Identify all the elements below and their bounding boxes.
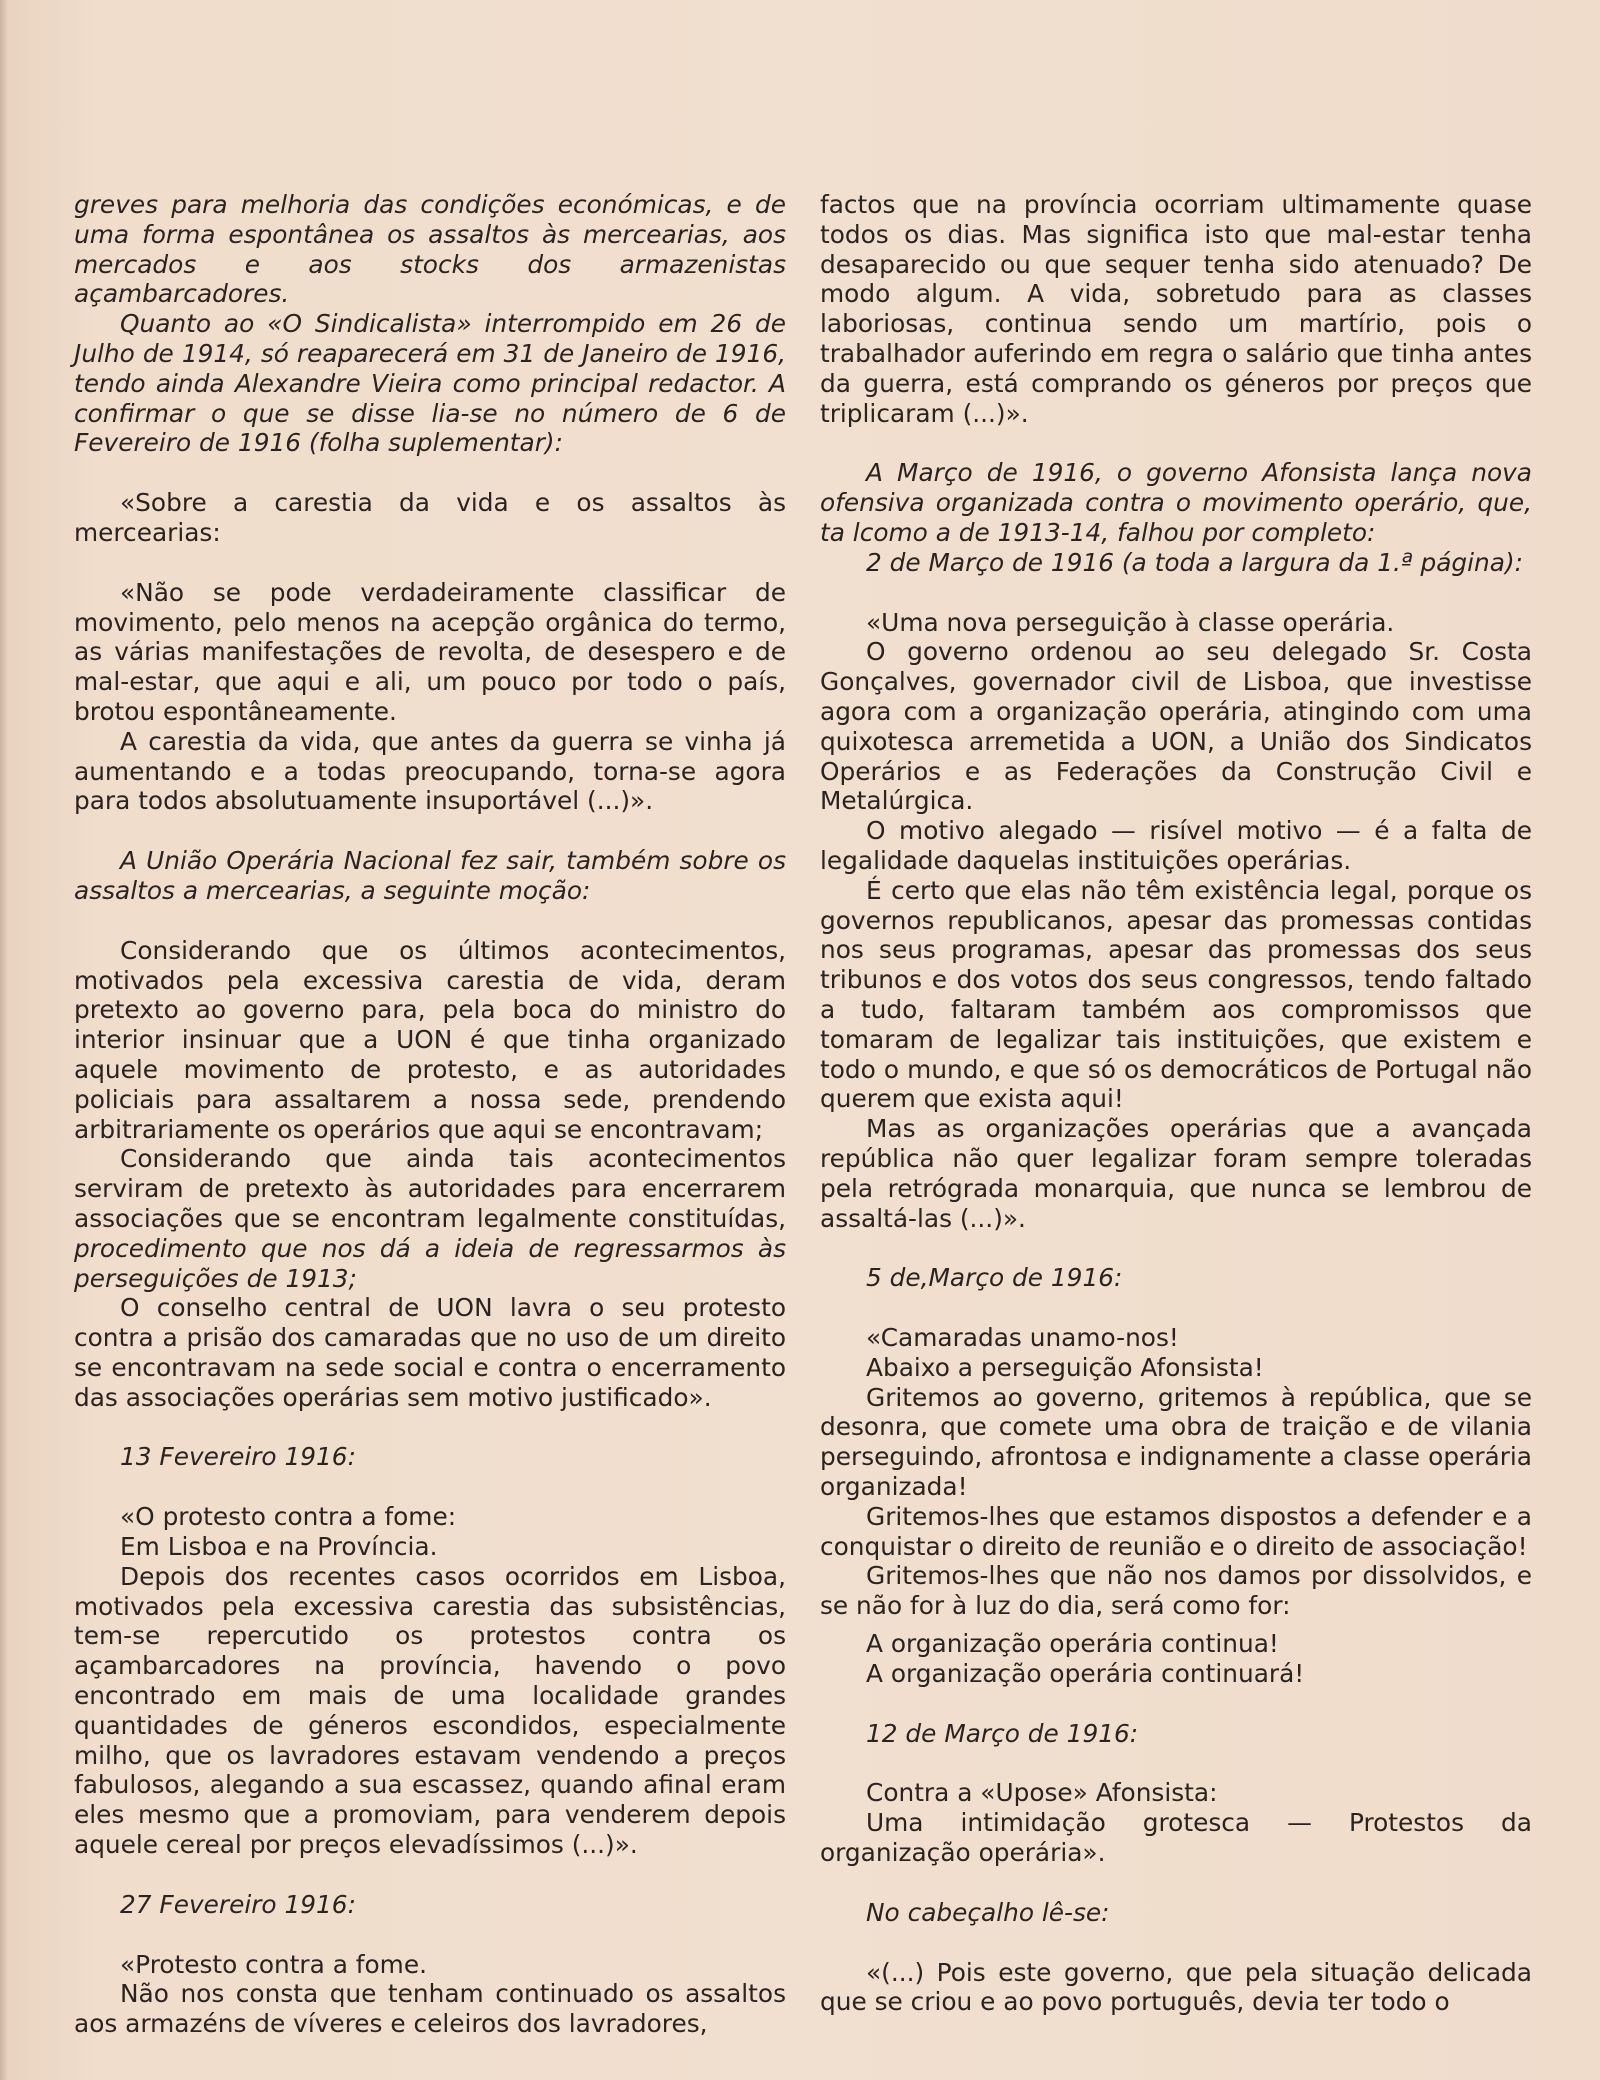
date-5-marco: 5 de,Março de 1916: — [866, 1263, 1123, 1293]
camaradas-p2: Gritemos-lhes que estamos dispostos a defender e a conquistar o direito de reunião e o direito de associação! — [820, 1501, 1532, 1561]
fome2-paragraph: Não nos consta que tenham continuado os assaltos aos armazéns de víveres e celeiros dos lavradores, — [74, 1979, 786, 2039]
paragraph-uniao: A União Operária Nacional fez sair, também sobre os assaltos a mercearias, a seguinte moção: — [74, 846, 786, 905]
mocao-p2-italic: procedimento que nos dá a ideia de regressarmos às perseguições de 1913; — [74, 1233, 786, 1293]
quote-carestia-p1: «Não se pode verdadeiramente classificar de movimento, pelo menos na acepção orgânica do termo, as várias manifestações de revolta, de desespero e de mal-estar, que aqui e ali, um pouco por todo o país, brotou espontâneamente. — [74, 577, 786, 726]
quote-carestia-heading: «Sobre a carestia da vida e os assaltos às mercearias: — [74, 488, 786, 547]
upose-line-1: Contra a «Upose» Afonsista: — [866, 1778, 1218, 1808]
perseguicao-p1: O governo ordenou ao seu delegado Sr. Costa Gonçalves, governador civil de Lisboa, que investisse agora com a organização operária, atingindo com uma quixotesca arremetida a UON, a União dos Sindicatos Operários e as Federações da Construção Civil e Metalúrgica. — [820, 637, 1532, 816]
perseguicao-heading: «Uma nova perseguição à classe operária. — [866, 607, 1395, 637]
date-2-marco: 2 de Março de 1916 (a toda a largura da 1.ª página): — [866, 547, 1523, 577]
mocao-p2-text: Considerando que ainda tais acontecimentos serviram de pretexto às autoridades para encerrarem associações que se encontram legalmente constituídas, — [74, 1144, 786, 1233]
perseguicao-p4: Mas as organizações operárias que a avançada república não quer legalizar foram sempre toleradas pela retrógrada monarquia, que nunca se lembrou de assaltá-las (...)». — [820, 1114, 1532, 1233]
mocao-p3: O conselho central de UON lavra o seu protesto contra a prisão dos camaradas que no uso de um direito se encontravam na sede social e contra o encerramento das associações operárias sem motivo justificado». — [74, 1293, 786, 1412]
camaradas-line-1: «Camaradas unamo-nos! — [866, 1323, 1179, 1353]
final-paragraph: «(...) Pois este governo, que pela situação delicada que se criou e ao povo português, devia ter todo o — [820, 1957, 1532, 2017]
camaradas-line-3: A organização operária continua! — [866, 1629, 1279, 1659]
cabecalho-note: No cabeçalho lê-se: — [866, 1897, 1110, 1927]
fome-line-1: «O protesto contra a fome: — [120, 1502, 457, 1532]
date-12-marco: 12 de Março de 1916: — [866, 1718, 1139, 1748]
upose-paragraph: Uma intimidação grotesca — Protestos da organização operária». — [820, 1808, 1532, 1868]
fome-paragraph: Depois dos recentes casos ocorridos em Lisboa, motivados pela excessiva carestia das subsistências, tem-se repercutido os protestos contra os açambarcadores na província, havendo o povo encontrado em mais de uma localidade grandes quantidades de géneros escondidos, especialmente milho, que os lavradores estavam vendendo a preços fabulosos, alegando a sua escassez, quando afinal eram eles mesmo que a promoviam, para venderem depois aquele cereal por preços elevadíssimos (...)». — [74, 1561, 786, 1860]
binding-edge — [0, 0, 8, 2080]
perseguicao-p3: É certo que elas não têm existência legal, porque os governos republicanos, apesar das promessas contidas nos seus programas, apesar das promessas dos seus tribunos e dos votos dos seus congressos, tendo faltado a tudo, faltaram também aos compromissos que tomaram de legalizar tais instituições, que existem e todo o mundo, e que só os democráticos de Portugal não querem que exista aqui! — [820, 875, 1532, 1114]
date-27-fevereiro: 27 Fevereiro 1916: — [120, 1889, 356, 1919]
fome2-line-1: «Protesto contra a fome. — [120, 1949, 427, 1979]
paragraph-marco-intro: A Março de 1916, o governo Afonsista lança nova ofensiva organizada contra o movimento operário, que, ta lcomo a de 1913-14, falhou por completo: — [820, 458, 1532, 547]
left-column — [74, 190, 786, 2039]
paragraph-sindicalista: Quanto ao «O Sindicalista» interrompido em 26 de Julho de 1914, só reaparecerá em 31 de Janeiro de 1916, tendo ainda Alexandre Vieira como principal redactor. A confirmar o que se disse lia-se no número de 6 de Fevereiro de 1916 (folha suplementar): — [74, 309, 786, 458]
mocao-p2 — [74, 1144, 786, 1293]
date-13-fevereiro: 13 Fevereiro 1916: — [120, 1442, 356, 1472]
paragraph-intro: greves para melhoria das condições económicas, e de uma forma espontânea os assaltos às mercearias, aos mercados e aos stocks dos armazenistas açambarcadores. — [74, 190, 786, 309]
quote-carestia-p2: A carestia da vida, que antes da guerra se vinha já aumentando e a todas preocupando, torna-se agora para todos absolutuamente insuportável (...)». — [74, 726, 786, 816]
camaradas-line-4: A organização operária continuará! — [866, 1658, 1305, 1688]
camaradas-p3: Gritemos-lhes que não nos damos por dissolvidos, e se não for à luz do dia, será como for: — [820, 1561, 1532, 1621]
camaradas-p1: Gritemos ao governo, gritemos à república, que se desonra, que comete uma obra de traição e de vilania perseguindo, afrontosa e indignamente a classe operária organizada! — [820, 1382, 1532, 1502]
paragraph-continuation: factos que na província ocorriam ultimamente quase todos os dias. Mas significa isto que mal-estar tenha desaparecido ou que sequer tenha sido atenuado? De modo algum. A vida, sobretudo para as classes laboriosas, continua sendo um martírio, pois o trabalhador auferindo em regra o salário que tinha antes da guerra, está comprando os géneros por preços que triplicaram (...)». — [820, 190, 1532, 428]
camaradas-line-2: Abaixo a perseguição Afonsista! — [866, 1352, 1264, 1382]
right-column — [820, 190, 1532, 2017]
mocao-p1: Considerando que os últimos acontecimentos, motivados pela excessiva carestia de vida, deram pretexto ao governo para, pela boca do ministro do interior insinuar que a UON é que tinha organizado aquele movimento de protesto, e as autoridades policiais para assaltarem a nossa sede, prendendo arbitrariamente os operários que aqui se encontravam; — [74, 935, 786, 1144]
perseguicao-p2: O motivo alegado — risível motivo — é a falta de legalidade daquelas instituições operárias. — [820, 816, 1532, 875]
fome-line-2: Em Lisboa e na Província. — [120, 1532, 438, 1562]
